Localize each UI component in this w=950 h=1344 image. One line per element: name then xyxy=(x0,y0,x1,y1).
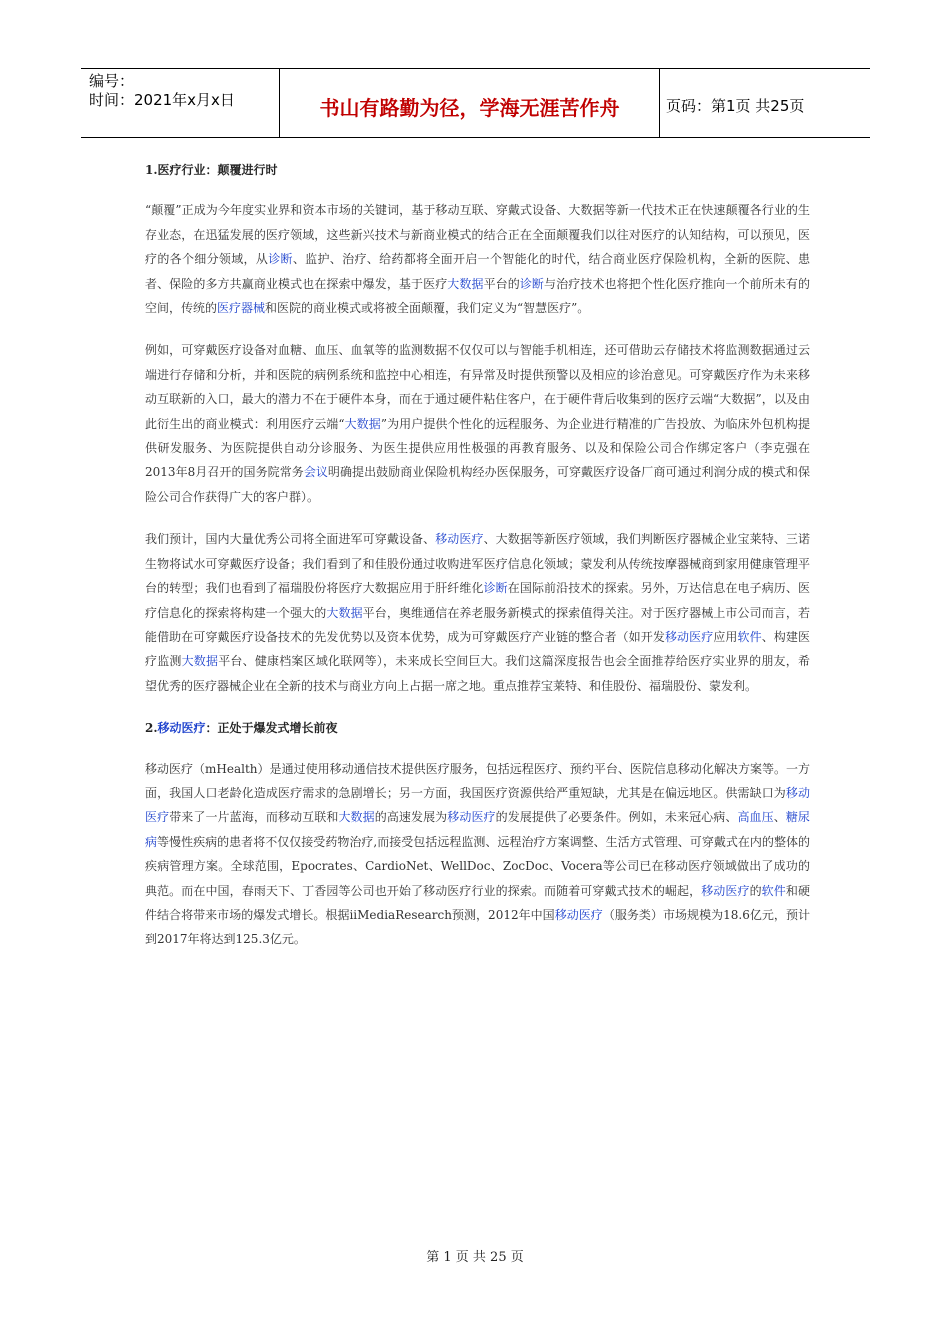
inline-link[interactable]: 移动医疗 xyxy=(157,721,206,736)
text-run: 例如，可穿戴医疗设备对血糖、血压、血氧等的监测数据不仅仅可以与智能手机相连，还可借助云存储技术将监测数据通过云端进行存储和分析，并和医院的病例系统和监控中心相连，有异常及时提供预警以及相应的诊治意见。可穿戴医疗作为未来移动互联新的入口，最大的潜力不在于硬件本身，而在于通过硬件粘住客户，在于硬件背后收集到的医疗云端“大数据”，以及由此衍生出的商业模式：利用医疗云端“ xyxy=(145,343,810,431)
text-run: 1.医疗行业：颠覆进行时 xyxy=(145,163,278,177)
inline-link[interactable]: 大数据 xyxy=(338,810,375,825)
text-run: 的高速发展为 xyxy=(374,810,448,825)
text-run: 的发展提供了必要条件。例如，未来冠心病、 xyxy=(495,810,738,825)
inline-link[interactable]: 大数据 xyxy=(181,654,219,669)
inline-link[interactable]: 移动医疗 xyxy=(701,883,750,898)
document-body xyxy=(145,158,810,970)
paragraph xyxy=(145,338,810,509)
text-run: （服务类）市场规模为18.6亿元，预计到2017年将达到125.3亿元。 xyxy=(145,907,810,947)
page-footer: 第 1 页 共 25 页 xyxy=(426,1250,524,1265)
inline-link[interactable]: 移动医疗 xyxy=(447,810,496,825)
inline-link[interactable]: 移动医疗 xyxy=(145,785,810,825)
section-heading xyxy=(145,158,810,182)
inline-link[interactable]: 软件 xyxy=(761,883,786,898)
time-label: 时间：2021年x月x日 xyxy=(89,91,235,109)
page-header xyxy=(81,68,870,138)
header-page-info: 页码：第1页 共25页 xyxy=(666,96,805,115)
inline-link[interactable]: 移动医疗 xyxy=(435,532,484,547)
inline-link[interactable]: 大数据 xyxy=(447,276,484,291)
header-motto: 书山有路勤为径，学海无涯苦作舟 xyxy=(280,69,660,137)
text-run: 2. xyxy=(145,721,158,736)
inline-link[interactable]: 医疗器械 xyxy=(217,301,266,316)
text-run: ：正处于爆发式增长前夜 xyxy=(205,721,338,736)
inline-link[interactable]: 诊断 xyxy=(268,252,293,267)
text-run: 和硬件结合将带来市场的爆发式增长。根据iiMediaResearch预测，2012年中国 xyxy=(145,883,810,922)
number-label: 编号： xyxy=(89,72,135,90)
text-run: 和医院的商业模式或将被全面颠覆，我们定义为“智慧医疗”。 xyxy=(265,301,590,316)
inline-link[interactable]: 诊断 xyxy=(483,581,508,596)
section-heading xyxy=(145,716,810,740)
text-run: 、大数据等新医疗领域，我们判断医疗器械企业宝莱特、三诺生物将试水可穿戴医疗设备；我们看到了和佳股份通过收购进军医疗信息化领域；蒙发利从传统按摩器械商到家用健康管理平台的转型；我们也看到了福瑞股份将医疗大数据应用于肝纤维化 xyxy=(145,532,810,596)
inline-link[interactable]: 移动医疗 xyxy=(554,907,603,922)
text-run: 、监护、治疗、给药都将全面开启一个智能化的时代，结合商业医疗保险机构，全新的医院、患者、保险的多方共赢商业模式也在探索中爆发，基于医疗 xyxy=(145,252,810,291)
text-run: 带来了一片蓝海，而移动互联和 xyxy=(169,810,339,825)
paragraph xyxy=(145,757,810,952)
inline-link[interactable]: 移动医疗 xyxy=(664,629,714,644)
inline-link[interactable]: 大数据 xyxy=(326,605,363,620)
text-run: 应用 xyxy=(713,629,738,644)
text-run: 等慢性疾病的患者将不仅仅接受药物治疗,而接受包括远程监测、远程治疗方案调整、生活方式管理、可穿戴式在内的整体的疾病管理方案。全球范围，Epocrates、CardioNet、WellDoc、ZocDoc、Vocera等公司已在移动医疗领域做出了成功的典范。而在中国，春雨天下、丁香园等公司也开始了移动医疗行业的探索。而随着可穿戴式技术的崛起， xyxy=(145,834,810,898)
text-run: 平台，奥维通信在养老服务新模式的探索值得关注。对于医疗器械上市公司而言，若能借助在可穿戴医疗设备技术的先发优势以及资本优势，成为可穿戴医疗产业链的整合者（如开发 xyxy=(145,605,810,644)
text-run: ”为用户提供个性化的远程服务、为企业进行精准的广告投放、为临床外包机构提供研发服务、为医院提供自动分诊服务、为医生提供应用性极强的再教育服务、以及和保险公司合作绑定客户（李克强在2013年8月召开的国务院常务 xyxy=(145,416,810,480)
text-run: 我们预计，国内大量优秀公司将全面进军可穿戴设备、 xyxy=(145,532,436,547)
text-run: 平台的 xyxy=(483,276,520,291)
inline-link[interactable]: 会议 xyxy=(303,465,328,480)
text-run: 、构建医疗监测 xyxy=(145,629,810,669)
text-run: 与治疗技术也将把个性化医疗推向一个前所未有的空间，传统的 xyxy=(145,276,810,316)
inline-link[interactable]: 诊断 xyxy=(519,276,545,291)
inline-link[interactable]: 大数据 xyxy=(344,416,381,431)
text-run: 的 xyxy=(749,883,762,898)
inline-link[interactable]: 软件 xyxy=(737,629,762,644)
paragraph xyxy=(145,198,810,320)
text-run: 平台、健康档案区域化联网等），未来成长空间巨大。我们这篇深度报告也会全面推荐给医疗实业界的朋友，希望优秀的医疗器械企业在全新的技术与商业方向上占据一席之地。重点推荐宝莱特、和佳股份、福瑞股份、蒙发利。 xyxy=(145,654,810,693)
inline-link[interactable]: 高血压 xyxy=(737,810,774,825)
text-run: “颠覆”正成为今年度实业界和资本市场的关键词，基于移动互联、穿戴式设备、大数据等新一代技术正在快速颠覆各行业的生存业态，在迅猛发展的医疗领域，这些新兴技术与新商业模式的结合正在全面颠覆我们以往对医疗的认知结构，可以预见，医疗的各个细分领域，从 xyxy=(145,203,810,267)
text-run: 移动医疗（mHealth）是通过使用移动通信技术提供医疗服务，包括远程医疗、预约平台、医院信息移动化解决方案等。一方面，我国人口老龄化造成医疗需求的急剧增长；另一方面，我国医疗资源供给严重短缺，尤其是在偏远地区。供需缺口为 xyxy=(145,761,810,800)
text-run: 明确提出鼓励商业保险机构经办医保服务，可穿戴医疗设备厂商可通过利润分成的模式和保险公司合作获得广大的客户群）。 xyxy=(145,465,810,504)
inline-link[interactable]: 糖尿病 xyxy=(145,810,810,849)
header-meta xyxy=(81,69,280,137)
paragraph xyxy=(145,527,810,698)
text-run: 、 xyxy=(773,810,786,825)
text-run: 在国际前沿技术的探索。另外，万达信息在电子病历、医疗信息化的探索将构建一个强大的 xyxy=(145,581,810,620)
